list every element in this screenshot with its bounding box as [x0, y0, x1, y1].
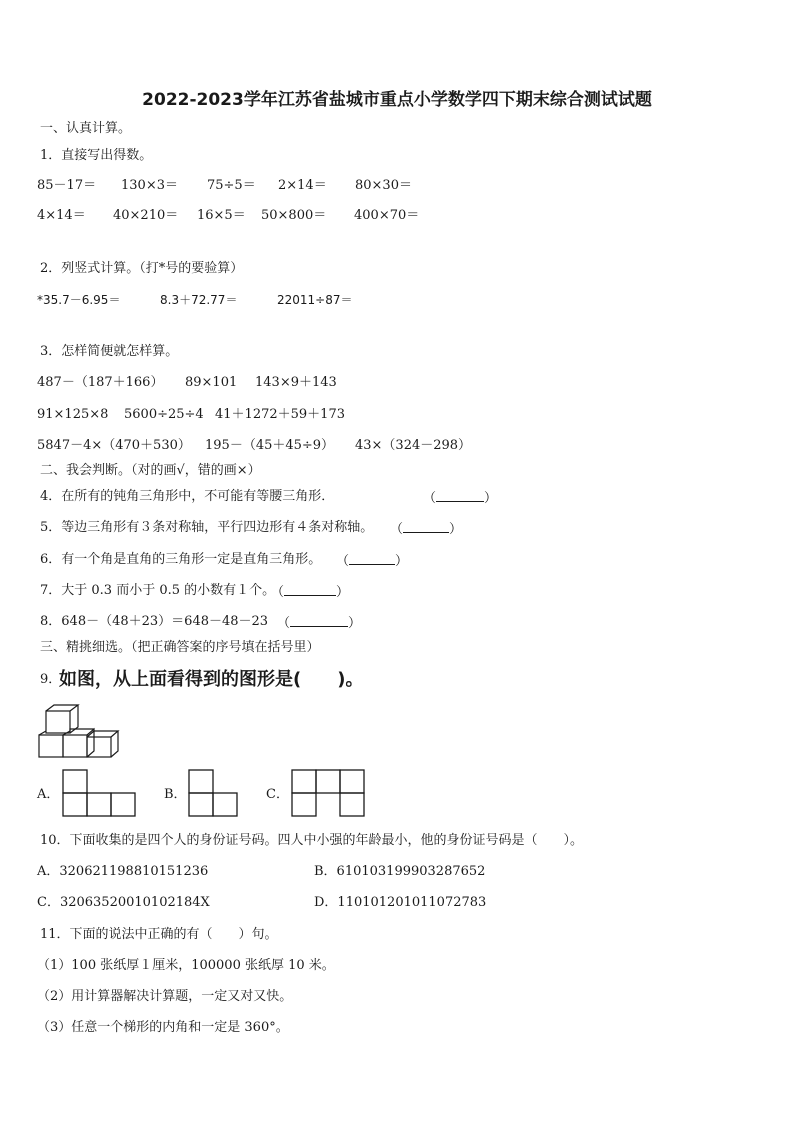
q1-row2-item-2: 40×210＝: [113, 208, 179, 223]
q8-answer-blank[interactable]: [277, 614, 361, 632]
q5-close-paren: ）: [449, 522, 463, 537]
q3-row1-item-3: 143×9＋143: [255, 375, 337, 390]
q1-row2-item-1: 4×14＝: [37, 208, 86, 223]
q1-row1-item-5: 80×30＝: [355, 178, 412, 193]
q3-row2-item-3: 41＋1272＋59＋173: [215, 407, 345, 422]
q3-row2-item-1: 91×125×8: [37, 407, 109, 422]
section2-heading: 二、我会判断。（对的画√，错的画×）: [40, 463, 261, 478]
q2-item-2: 8.3＋72.77＝: [160, 293, 238, 307]
q10-text: 10．下面收集的是四个人的身份证号码。四人中小强的年龄最小，他的身份证号码是（ ）。: [40, 833, 584, 848]
q3-row3-item-2: 195－（45＋45÷9）: [205, 438, 335, 453]
q11-statement-2: （2）用计算器解决计算题，一定又对又快。: [37, 989, 293, 1004]
q10-option-c[interactable]: C．32063520010102184X: [37, 895, 210, 910]
q6-close-paren: ）: [395, 554, 409, 569]
q9-option-a-figure: [61, 768, 139, 818]
q7-text: 7．大于 0.3 而小于 0.5 的小数有１个。: [40, 583, 276, 598]
q9-option-c-label[interactable]: C．: [266, 787, 289, 802]
q1-row1-item-2: 130×3＝: [121, 178, 178, 193]
q6-text: 6．有一个角是直角的三角形一定是直角三角形。: [40, 552, 322, 567]
q10-option-d[interactable]: D．110101201011072783: [314, 895, 487, 910]
q9-text: 如图，从上面看得到的图形是( )。: [59, 669, 364, 690]
q4-text: 4．在所有的钝角三角形中，不可能有等腰三角形．: [40, 489, 335, 504]
q2-item-3: 22011÷87＝: [277, 293, 353, 307]
q2-label: 2．列竖式计算。（打*号的要验算）: [40, 261, 244, 276]
q3-row3-item-3: 43×（324－298）: [355, 438, 472, 453]
q2-item-1: *35.7－6.95＝: [37, 293, 121, 307]
q11-statement-1: （1）100 张纸厚１厘米，100000 张纸厚 10 米。: [37, 958, 335, 973]
q4-open-paren: （: [423, 491, 437, 506]
q1-label: 1．直接写出得数。: [40, 148, 153, 163]
q5-text: 5．等边三角形有３条对称轴，平行四边形有４条对称轴。: [40, 520, 374, 535]
q1-row1-item-4: 2×14＝: [278, 178, 327, 193]
q3-row1-item-2: 89×101: [185, 375, 238, 390]
q9-option-b-figure: [187, 768, 241, 818]
q10-option-a[interactable]: A．320621198810151236: [37, 864, 209, 879]
q4-answer-blank[interactable]: [423, 489, 497, 507]
section1-heading: 一、认真计算。: [40, 121, 132, 136]
page-title: 2022-2023学年江苏省盐城市重点小学数学四下期末综合测试试题: [142, 90, 652, 110]
q6-answer-blank[interactable]: [336, 552, 408, 570]
section3-heading: 三、精挑细选。（把正确答案的序号填在括号里）: [40, 640, 320, 655]
q9-number: 9．: [40, 672, 62, 687]
q8-close-paren: ）: [348, 616, 362, 631]
q5-answer-blank[interactable]: [390, 520, 462, 538]
q11-text: 11．下面的说法中正确的有（ ）句。: [40, 927, 278, 942]
q9-cube-figure: [36, 703, 126, 761]
q7-open-paren: （: [271, 585, 285, 600]
q9-option-b-label[interactable]: B．: [164, 787, 187, 802]
q1-row2-item-3: 16×5＝: [197, 208, 246, 223]
q1-row1-item-1: 85－17＝: [37, 178, 97, 193]
q3-label: 3．怎样简便就怎样算。: [40, 344, 179, 359]
q11-statement-3: （3）任意一个梯形的内角和一定是 360°。: [37, 1020, 289, 1035]
q4-close-paren: ）: [484, 491, 498, 506]
q1-row2-item-4: 50×800＝: [261, 208, 327, 223]
q5-open-paren: （: [390, 522, 404, 537]
q9-option-c-figure: [290, 768, 368, 818]
q8-open-paren: （: [277, 616, 291, 631]
q3-row2-item-2: 5600÷25÷4: [124, 407, 204, 422]
q7-close-paren: ）: [336, 585, 350, 600]
q10-option-b[interactable]: B．610103199903287652: [314, 864, 486, 879]
q3-row3-item-1: 5847－4×（470＋530）: [37, 438, 191, 453]
q1-row1-item-3: 75÷5＝: [207, 178, 256, 193]
q1-row2-item-5: 400×70＝: [354, 208, 420, 223]
q3-row1-item-1: 487－（187＋166）: [37, 375, 164, 390]
q8-text: 8．648－（48＋23）＝648－48－23: [40, 614, 269, 629]
q6-open-paren: （: [336, 554, 350, 569]
q9-option-a-label[interactable]: A．: [37, 787, 60, 802]
q7-answer-blank[interactable]: [271, 583, 349, 601]
